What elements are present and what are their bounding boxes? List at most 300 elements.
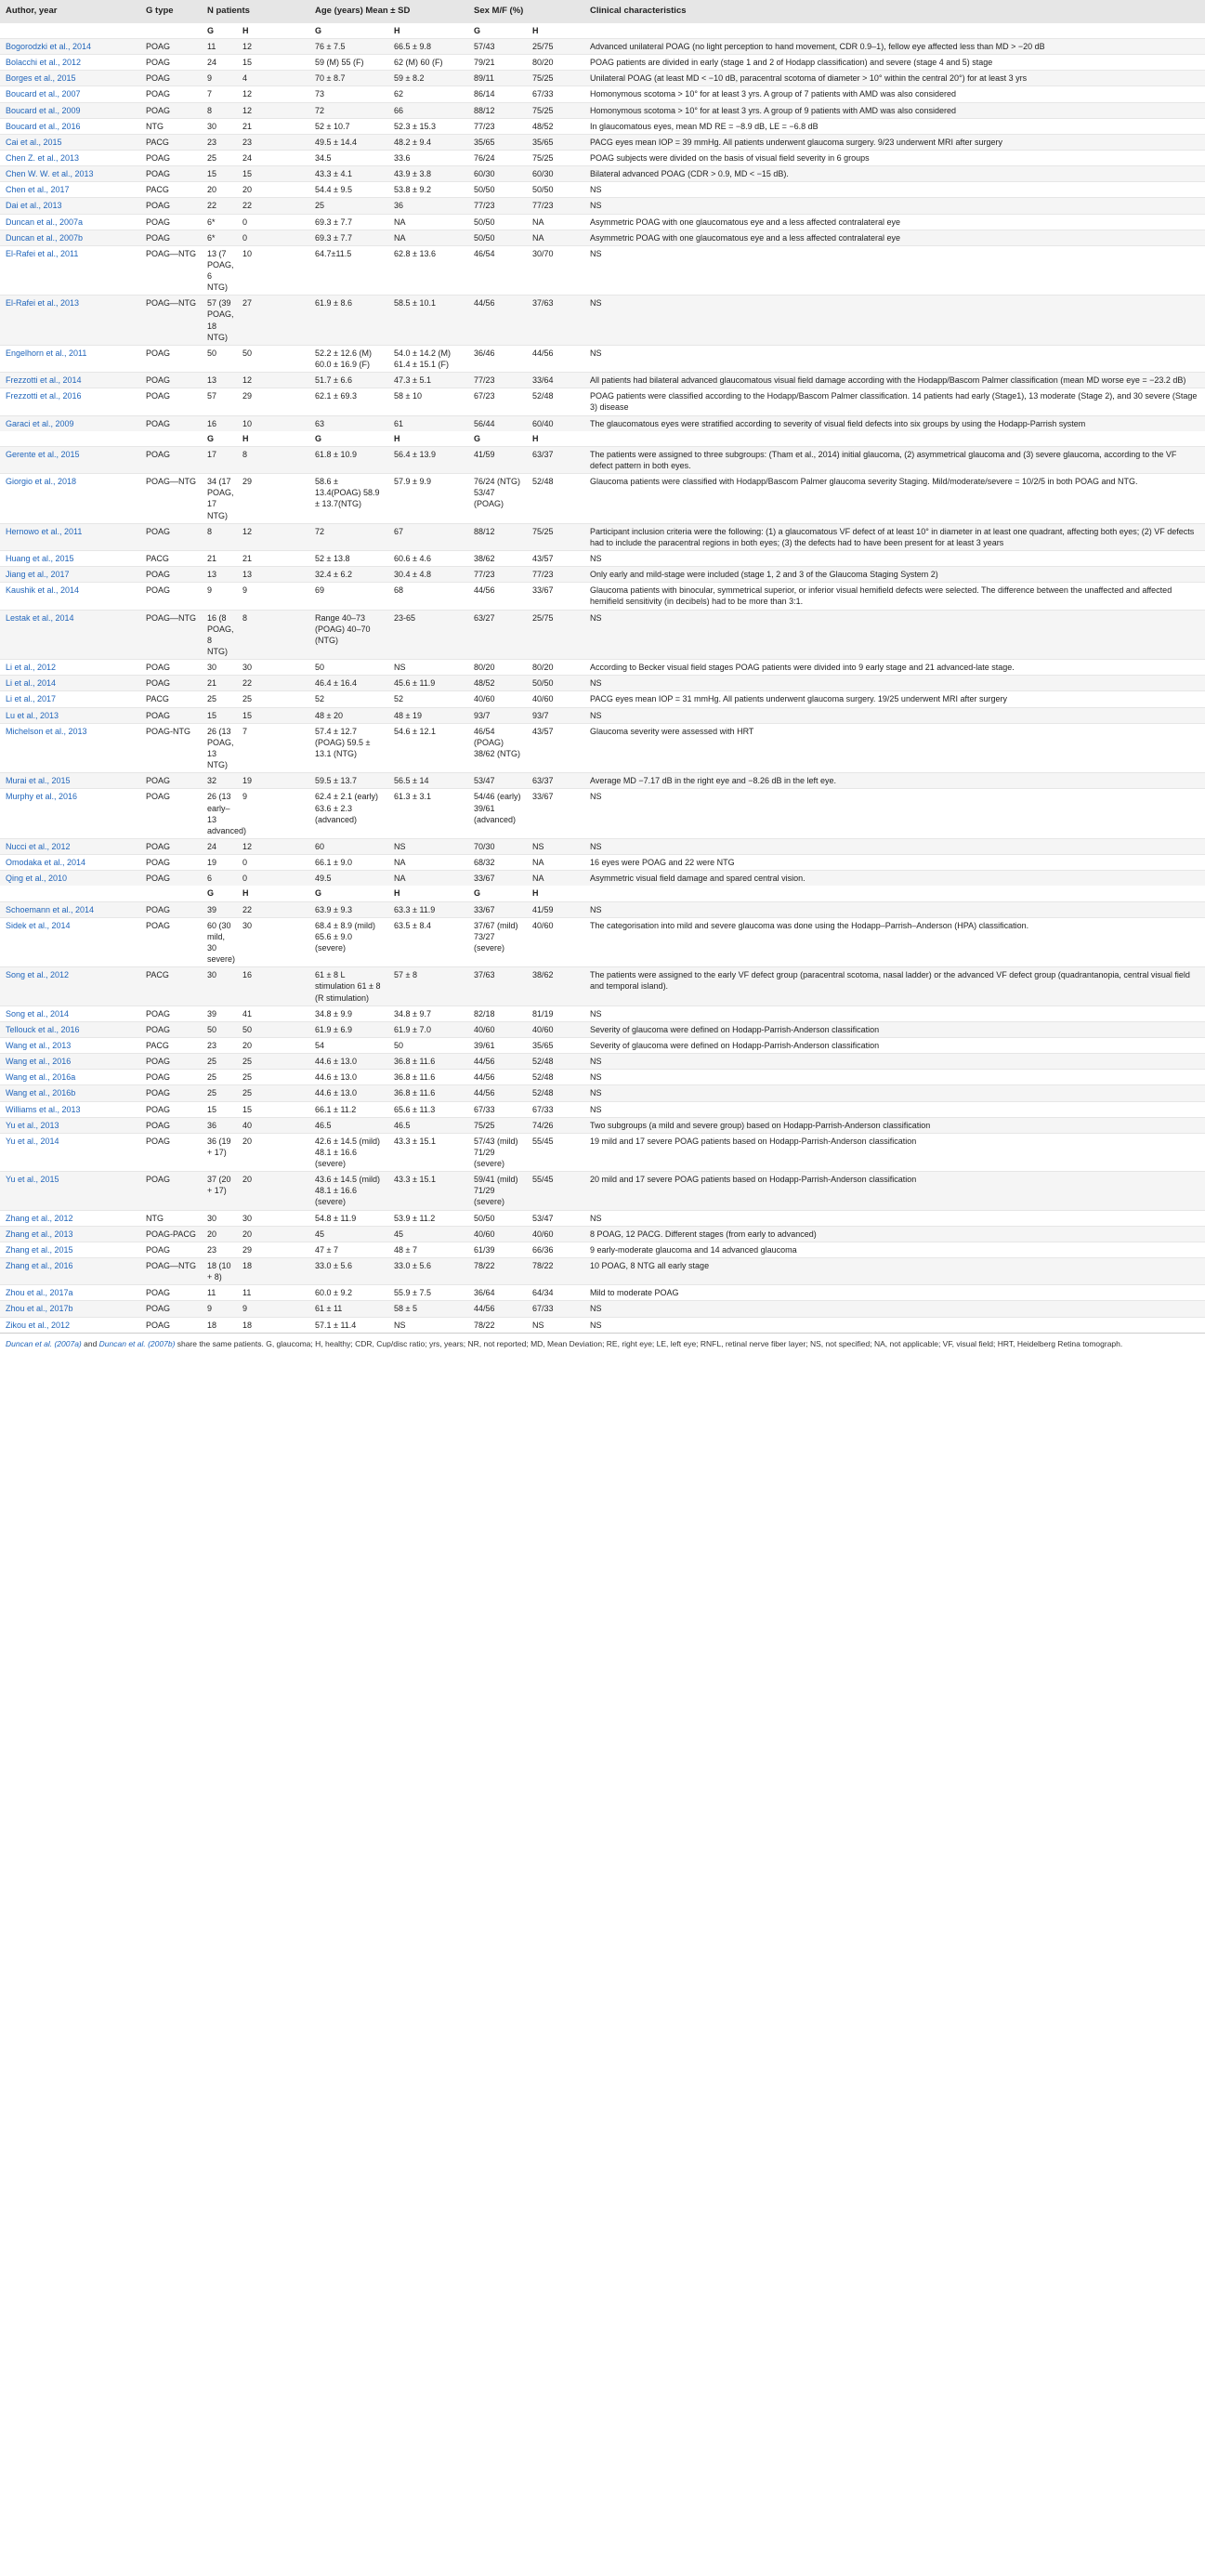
subheader-empty-cell [140,23,202,39]
table-row [0,1317,1205,1333]
n-glaucoma-cell: 6 [202,871,237,887]
age-healthy-cell: 58.5 ± 10.1 [388,296,468,346]
n-glaucoma-cell: 8 [202,102,237,118]
sex-glaucoma-cell: 36/46 [468,345,527,372]
n-healthy-cell: 27 [237,296,309,346]
gtype-cell: POAG [140,198,202,214]
gtype-cell: POAG [140,1285,202,1301]
age-healthy-cell: 63.5 ± 8.4 [388,917,468,967]
clinical-cell: NS [584,1101,1205,1117]
clinical-cell: In glaucomatous eyes, mean MD RE = −8.9 dB, LE = −6.8 dB [584,118,1205,134]
subheader-healthy: H [532,433,539,443]
sex-healthy-cell: 38/62 [527,967,584,1005]
age-glaucoma-cell: 32.4 ± 6.2 [309,567,388,583]
table-row [0,474,1205,524]
age-healthy-cell: 57 ± 8 [388,967,468,1005]
n-glaucoma-cell: 30 [202,660,237,676]
n-glaucoma-cell: 50 [202,345,237,372]
table-row [0,166,1205,182]
footnote-text: share the same patients. G, glaucoma; H, healthy; CDR, Cup/disc ratio; yrs, years; NR, not reported; MD, Mean Deviation; RE, right eye; LE, left eye; RNFL, retinal nerve fiber layer; NS, not specified; NA, not applicable; VF, visual field; HRT, Heidelberg Retina tomograph. [175,1338,1123,1348]
age-glaucoma-cell: 52 [309,691,388,707]
author-cell[interactable]: El-Rafei et al., 2013 [0,296,140,346]
clinical-cell: NS [584,198,1205,214]
n-glaucoma-cell: 26 (13 POAG, 13 NTG) [202,723,237,773]
author-cell[interactable]: El-Rafei et al., 2011 [0,245,140,296]
clinical-cell: NS [584,1005,1205,1021]
sex-healthy-cell: 74/26 [527,1117,584,1133]
subheader-glaucoma: G [474,433,481,443]
gtype-cell: PACG [140,691,202,707]
author-cell[interactable]: Li et al., 2012 [0,660,140,676]
age-glaucoma-cell: 47 ± 7 [309,1242,388,1257]
n-glaucoma-cell: 25 [202,1085,237,1101]
author-cell[interactable]: Zhang et al., 2015 [0,1242,140,1257]
age-glaucoma-cell: 34.8 ± 9.9 [309,1005,388,1021]
sex-healthy-cell: 50/50 [527,182,584,198]
n-glaucoma-cell: 39 [202,901,237,917]
author-cell[interactable]: Bogorodzki et al., 2014 [0,38,140,54]
header-gtype: G type [140,0,202,23]
author-cell[interactable]: Lu et al., 2013 [0,707,140,723]
table-row [0,1021,1205,1037]
author-cell[interactable]: Gerente et al., 2015 [0,446,140,473]
n-healthy-cell: 18 [237,1258,309,1285]
age-healthy-cell: NA [388,214,468,230]
table-row [0,723,1205,773]
age-healthy-cell: 53.8 ± 9.2 [388,182,468,198]
clinical-cell: Asymmetric POAG with one glaucomatous eye and a less affected contralateral eye [584,230,1205,245]
n-glaucoma-cell: 9 [202,71,237,86]
clinical-cell: PACG eyes mean IOP = 39 mmHg. All patients underwent glaucoma surgery. 9/23 underwent MRI after surgery [584,134,1205,150]
table-footnote [0,1333,1205,1356]
clinical-cell: Asymmetric POAG with one glaucomatous eye and a less affected contralateral eye [584,214,1205,230]
age-healthy-cell: 56.5 ± 14 [388,773,468,789]
author-cell[interactable]: Zhang et al., 2012 [0,1210,140,1226]
author-cell[interactable]: Chen et al., 2017 [0,182,140,198]
clinical-cell: POAG patients are divided in early (stage 1 and 2 of Hodapp classification) and severe (stage 4 and 5) stage [584,55,1205,71]
age-glaucoma-cell: 25 [309,198,388,214]
clinical-cell: NS [584,1210,1205,1226]
sex-healthy-cell: NA [527,214,584,230]
author-cell[interactable]: Garaci et al., 2009 [0,415,140,431]
author-cell[interactable]: Huang et al., 2015 [0,551,140,567]
n-healthy-cell: 41 [237,1005,309,1021]
sex-glaucoma-cell: 33/67 [468,871,527,887]
author-cell[interactable]: Murphy et al., 2016 [0,789,140,839]
subheader-empty-cell [0,431,140,447]
clinical-cell: 10 POAG, 8 NTG all early stage [584,1258,1205,1285]
author-cell[interactable]: Sidek et al., 2014 [0,917,140,967]
sex-healthy-cell: 55/45 [527,1172,584,1210]
author-cell[interactable]: Dai et al., 2013 [0,198,140,214]
n-glaucoma-cell: 30 [202,967,237,1005]
table-row [0,523,1205,550]
author-cell[interactable]: Williams et al., 2013 [0,1101,140,1117]
sex-glaucoma-cell: 39/61 [468,1037,527,1053]
age-healthy-cell: 62 [388,86,468,102]
author-cell[interactable]: Song et al., 2012 [0,967,140,1005]
n-healthy-cell: 12 [237,86,309,102]
sex-healthy-cell: 75/25 [527,102,584,118]
author-cell[interactable]: Michelson et al., 2013 [0,723,140,773]
sex-glaucoma-cell: 61/39 [468,1242,527,1257]
gtype-cell: POAG—NTG [140,245,202,296]
author-cell[interactable]: Lestak et al., 2014 [0,610,140,660]
n-healthy-cell: 16 [237,967,309,1005]
clinical-cell: NS [584,551,1205,567]
age-glaucoma-cell: 61.9 ± 6.9 [309,1021,388,1037]
clinical-cell: 19 mild and 17 severe POAG patients based on Hodapp-Parrish-Anderson classification [584,1133,1205,1171]
table-row [0,1210,1205,1226]
clinical-cell: NS [584,1070,1205,1085]
gtype-cell: POAG [140,1070,202,1085]
sex-healthy-cell: 80/20 [527,55,584,71]
gtype-cell: PACG [140,1037,202,1053]
n-glaucoma-cell: 23 [202,134,237,150]
clinical-cell: NS [584,676,1205,691]
gtype-cell: POAG [140,373,202,388]
sex-healthy-cell: 33/67 [527,583,584,610]
sex-glaucoma-cell: 86/14 [468,86,527,102]
age-healthy-cell: 46.5 [388,1117,468,1133]
footnote-ref-duncan-2007b[interactable]: Duncan et al. (2007b) [98,1338,176,1348]
gtype-cell: POAG-PACG [140,1226,202,1242]
table-row [0,1172,1205,1210]
n-healthy-cell: 22 [237,901,309,917]
author-cell[interactable]: Boucard et al., 2016 [0,118,140,134]
sex-healthy-cell: 43/57 [527,551,584,567]
sex-glaucoma-cell: 44/56 [468,1085,527,1101]
n-healthy-cell: 20 [237,182,309,198]
age-glaucoma-cell: 72 [309,102,388,118]
n-glaucoma-cell: 24 [202,838,237,854]
author-cell[interactable]: Tellouck et al., 2016 [0,1021,140,1037]
n-healthy-cell: 19 [237,773,309,789]
table-row [0,901,1205,917]
gtype-cell: POAG [140,871,202,887]
author-cell[interactable]: Boucard et al., 2007 [0,86,140,102]
age-healthy-cell: 45 [388,1226,468,1242]
author-cell[interactable]: Zhou et al., 2017b [0,1301,140,1317]
author-cell[interactable]: Yu et al., 2014 [0,1133,140,1171]
sex-healthy-cell: 93/7 [527,707,584,723]
sex-glaucoma-cell: 89/11 [468,71,527,86]
age-glaucoma-cell: 43.3 ± 4.1 [309,166,388,182]
table-row [0,38,1205,54]
gtype-cell: POAG [140,855,202,871]
gtype-cell: POAG—NTG [140,474,202,524]
age-glaucoma-cell: 61.9 ± 8.6 [309,296,388,346]
n-healthy-cell: 23 [237,134,309,150]
subheader-healthy: H [242,25,249,35]
author-cell[interactable]: Engelhorn et al., 2011 [0,345,140,372]
table-row [0,1085,1205,1101]
author-cell[interactable]: Nucci et al., 2012 [0,838,140,854]
header-clinical: Clinical characteristics [584,0,1205,23]
gtype-cell: POAG [140,71,202,86]
table-header-row [0,0,1205,23]
age-glaucoma-cell: 49.5 ± 14.4 [309,134,388,150]
author-cell[interactable]: Jiang et al., 2017 [0,567,140,583]
author-cell[interactable]: Duncan et al., 2007b [0,230,140,245]
sex-healthy-cell: 77/23 [527,567,584,583]
age-glaucoma-cell: 66.1 ± 11.2 [309,1101,388,1117]
n-glaucoma-cell: 15 [202,1101,237,1117]
sex-healthy-cell: NA [527,230,584,245]
table-row [0,1005,1205,1021]
age-glaucoma-cell: 45 [309,1226,388,1242]
gtype-cell: POAG [140,917,202,967]
n-glaucoma-cell: 30 [202,118,237,134]
subheader-empty-cell [584,23,1205,39]
gtype-cell: POAG [140,86,202,102]
clinical-cell: All patients had bilateral advanced glaucomatous visual field damage according with the Hodapp/Bascom Palmer classification (mean MD worse eye = −23.2 dB) [584,373,1205,388]
sex-healthy-cell: 52/48 [527,474,584,524]
footnote-ref-duncan-2007a[interactable]: Duncan et al. (2007a) [6,1338,82,1348]
gtype-cell: NTG [140,118,202,134]
sex-healthy-cell: NS [527,1317,584,1333]
clinical-cell: Bilateral advanced POAG (CDR > 0.9, MD < −15 dB). [584,166,1205,182]
table-row [0,967,1205,1005]
author-cell[interactable]: Wang et al., 2016a [0,1070,140,1085]
sex-glaucoma-cell: 57/43 [468,38,527,54]
author-cell[interactable]: Giorgio et al., 2018 [0,474,140,524]
header-age: Age (years) Mean ± SD [309,0,468,23]
author-cell[interactable]: Murai et al., 2015 [0,773,140,789]
author-cell[interactable]: Chen Z. et al., 2013 [0,150,140,165]
author-cell[interactable]: Hernowo et al., 2011 [0,523,140,550]
table-row [0,1226,1205,1242]
gtype-cell: POAG [140,1021,202,1037]
author-cell[interactable]: Li et al., 2017 [0,691,140,707]
age-glaucoma-cell: 59.5 ± 13.7 [309,773,388,789]
gtype-cell: POAG-NTG [140,723,202,773]
gtype-cell: POAG [140,1301,202,1317]
n-healthy-cell: 25 [237,691,309,707]
age-healthy-cell: 23-65 [388,610,468,660]
sex-glaucoma-cell: 88/12 [468,523,527,550]
author-cell[interactable]: Wang et al., 2016 [0,1054,140,1070]
table-row [0,446,1205,473]
age-glaucoma-cell: 46.4 ± 16.4 [309,676,388,691]
author-cell[interactable]: Zikou et al., 2012 [0,1317,140,1333]
sex-healthy-cell: 77/23 [527,198,584,214]
author-cell[interactable]: Li et al., 2014 [0,676,140,691]
age-glaucoma-cell: 60 [309,838,388,854]
n-glaucoma-cell: 19 [202,855,237,871]
n-healthy-cell: 20 [237,1133,309,1171]
sex-healthy-cell: 64/34 [527,1285,584,1301]
clinical-cell: Two subgroups (a mild and severe group) based on Hodapp-Parrish-Anderson classification [584,1117,1205,1133]
author-cell[interactable]: Borges et al., 2015 [0,71,140,86]
header-sex: Sex M/F (%) [468,0,584,23]
gtype-cell: POAG [140,676,202,691]
age-glaucoma-cell: 69.3 ± 7.7 [309,230,388,245]
age-healthy-cell: 36.8 ± 11.6 [388,1070,468,1085]
age-glaucoma-cell: 52.2 ± 12.6 (M) 60.0 ± 16.9 (F) [309,345,388,372]
sex-glaucoma-cell: 50/50 [468,182,527,198]
author-cell[interactable]: Frezzotti et al., 2016 [0,388,140,415]
table-row [0,150,1205,165]
age-healthy-cell: 62 (M) 60 (F) [388,55,468,71]
author-cell[interactable]: Zhou et al., 2017a [0,1285,140,1301]
age-healthy-cell: 50 [388,1037,468,1053]
age-healthy-cell: 52 [388,691,468,707]
clinical-cell: NS [584,1085,1205,1101]
clinical-cell: The patients were assigned to the early VF defect group (paracentral scotoma, nasal ladder) or the advanced VF defect group (quadrantanopia, central visual field and temporal island). [584,967,1205,1005]
table-row [0,214,1205,230]
gtype-cell: POAG [140,789,202,839]
n-glaucoma-cell: 15 [202,707,237,723]
gtype-cell: POAG [140,446,202,473]
author-cell[interactable]: Schoemann et al., 2014 [0,901,140,917]
sex-healthy-cell: 75/25 [527,71,584,86]
gtype-cell: POAG [140,1242,202,1257]
author-cell[interactable]: Bolacchi et al., 2012 [0,55,140,71]
gtype-cell: PACG [140,182,202,198]
table-row [0,583,1205,610]
author-cell[interactable]: Qing et al., 2010 [0,871,140,887]
age-glaucoma-cell: 66.1 ± 9.0 [309,855,388,871]
sex-glaucoma-cell: 56/44 [468,415,527,431]
sex-glaucoma-cell: 59/41 (mild) 71/29 (severe) [468,1172,527,1210]
age-glaucoma-cell: 58.6 ± 13.4(POAG) 58.9 ± 13.7(NTG) [309,474,388,524]
subheader-empty-cell [140,431,202,447]
sex-glaucoma-cell: 50/50 [468,1210,527,1226]
author-cell[interactable]: Wang et al., 2013 [0,1037,140,1053]
n-glaucoma-cell: 32 [202,773,237,789]
gtype-cell: POAG—NTG [140,610,202,660]
sex-healthy-cell: 60/40 [527,415,584,431]
table-row [0,610,1205,660]
age-healthy-cell: 55.9 ± 7.5 [388,1285,468,1301]
group-subheader-row [0,886,1205,901]
sex-glaucoma-cell: 93/7 [468,707,527,723]
author-cell[interactable]: Song et al., 2014 [0,1005,140,1021]
sex-healthy-cell: NA [527,855,584,871]
table-row [0,182,1205,198]
n-glaucoma-cell: 16 [202,415,237,431]
author-cell[interactable]: Zhang et al., 2013 [0,1226,140,1242]
clinical-cell: POAG patients were classified according to the Hodapp/Bascom Palmer classification. 14 patients had early (Stage1), 13 moderate (Stage 2), and 30 severe (Stage 3) disease [584,388,1205,415]
gtype-cell: POAG [140,214,202,230]
sex-healthy-cell: 25/75 [527,38,584,54]
clinical-cell: NS [584,789,1205,839]
n-healthy-cell: 8 [237,610,309,660]
author-cell[interactable]: Wang et al., 2016b [0,1085,140,1101]
age-healthy-cell: 60.6 ± 4.6 [388,551,468,567]
age-glaucoma-cell: 72 [309,523,388,550]
sex-healthy-cell: NA [527,871,584,887]
author-cell[interactable]: Zhang et al., 2016 [0,1258,140,1285]
clinical-cell: NS [584,345,1205,372]
age-glaucoma-cell: 70 ± 8.7 [309,71,388,86]
sex-glaucoma-cell: 50/50 [468,214,527,230]
age-healthy-cell: 59 ± 8.2 [388,71,468,86]
age-healthy-cell: NA [388,855,468,871]
author-cell[interactable]: Chen W. W. et al., 2013 [0,166,140,182]
subheader-glaucoma: G [315,888,322,899]
n-healthy-cell: 50 [237,1021,309,1037]
sex-healthy-cell: 52/48 [527,1070,584,1085]
age-glaucoma-cell: 46.5 [309,1117,388,1133]
clinical-cell: Unilateral POAG (at least MD < −10 dB, paracentral scotoma of diameter > 10° within the central 20°) for at least 3 yrs [584,71,1205,86]
gtype-cell: POAG [140,567,202,583]
sex-glaucoma-cell: 44/56 [468,1301,527,1317]
n-glaucoma-cell: 57 (39 POAG, 18 NTG) [202,296,237,346]
sex-glaucoma-cell: 57/43 (mild) 71/29 (severe) [468,1133,527,1171]
n-healthy-cell: 8 [237,446,309,473]
n-healthy-cell: 10 [237,245,309,296]
n-healthy-cell: 25 [237,1054,309,1070]
age-glaucoma-cell: 62.1 ± 69.3 [309,388,388,415]
age-healthy-cell: 33.6 [388,150,468,165]
sex-glaucoma-cell: 53/47 [468,773,527,789]
age-glaucoma-cell: 52 ± 10.7 [309,118,388,134]
clinical-cell: Severity of glaucoma were defined on Hodapp-Parrish-Anderson classification [584,1037,1205,1053]
author-cell[interactable]: Frezzotti et al., 2014 [0,373,140,388]
sex-healthy-cell: 33/64 [527,373,584,388]
n-healthy-cell: 22 [237,198,309,214]
author-cell[interactable]: Yu et al., 2013 [0,1117,140,1133]
subheader-glaucoma: G [207,888,215,899]
table-row [0,1101,1205,1117]
age-glaucoma-cell: 60.0 ± 9.2 [309,1285,388,1301]
sex-healthy-cell: 60/30 [527,166,584,182]
sex-glaucoma-cell: 77/23 [468,567,527,583]
table-row [0,373,1205,388]
table-row [0,855,1205,871]
author-cell[interactable]: Yu et al., 2015 [0,1172,140,1210]
author-cell[interactable]: Duncan et al., 2007a [0,214,140,230]
author-cell[interactable]: Kaushik et al., 2014 [0,583,140,610]
age-healthy-cell: 43.3 ± 15.1 [388,1172,468,1210]
sex-healthy-cell: 67/33 [527,86,584,102]
n-glaucoma-cell: 23 [202,1037,237,1053]
age-glaucoma-cell: 57.4 ± 12.7 (POAG) 59.5 ± 13.1 (NTG) [309,723,388,773]
age-healthy-cell: 43.9 ± 3.8 [388,166,468,182]
author-cell[interactable]: Boucard et al., 2009 [0,102,140,118]
n-healthy-cell: 20 [237,1037,309,1053]
n-glaucoma-cell: 25 [202,1054,237,1070]
n-glaucoma-cell: 13 (7 POAG, 6 NTG) [202,245,237,296]
sex-healthy-cell: 67/33 [527,1301,584,1317]
table-row [0,134,1205,150]
clinical-cell: The glaucomatous eyes were stratified according to severity of visual field defects into six groups by using the Hodapp-Parrish system [584,415,1205,431]
table-row [0,296,1205,346]
gtype-cell: POAG [140,838,202,854]
gtype-cell: POAG [140,1005,202,1021]
author-cell[interactable]: Cai et al., 2015 [0,134,140,150]
author-cell[interactable]: Omodaka et al., 2014 [0,855,140,871]
table-row [0,1258,1205,1285]
subheader-glaucoma: G [474,888,481,899]
age-healthy-cell: 36 [388,198,468,214]
n-glaucoma-cell: 15 [202,166,237,182]
sex-glaucoma-cell: 67/33 [468,1101,527,1117]
table-row [0,245,1205,296]
age-healthy-cell: 62.8 ± 13.6 [388,245,468,296]
sex-healthy-cell: 78/22 [527,1258,584,1285]
table-row [0,102,1205,118]
sex-glaucoma-cell: 44/56 [468,296,527,346]
n-healthy-cell: 40 [237,1117,309,1133]
sex-glaucoma-cell: 82/18 [468,1005,527,1021]
sex-healthy-cell: 40/60 [527,1021,584,1037]
n-glaucoma-cell: 39 [202,1005,237,1021]
age-healthy-cell: 45.6 ± 11.9 [388,676,468,691]
age-glaucoma-cell: Range 40–73 (POAG) 40–70 (NTG) [309,610,388,660]
